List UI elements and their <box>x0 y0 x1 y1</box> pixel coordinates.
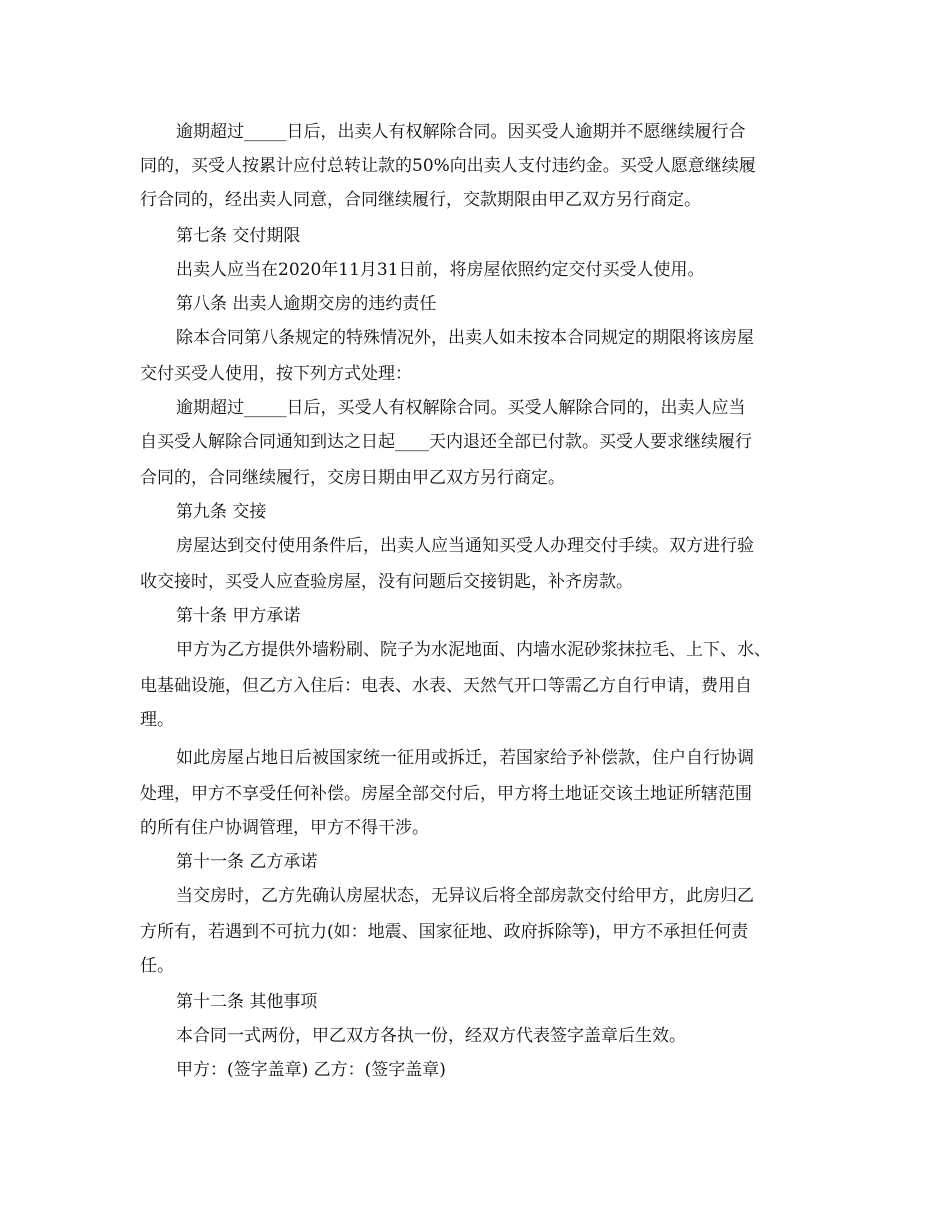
paragraph-line: 甲方为乙方提供外墙粉刷、院子为水泥地面、内墙水泥砂浆抹拉毛、上下、水、 <box>176 640 771 660</box>
paragraph-line: 合同的，合同继续履行，交房日期由甲乙双方另行商定。 <box>140 468 565 488</box>
paragraph-line: 电基础设施，但乙方入住后：电表、水表、天然气开口等需乙方自行申请，费用自 <box>140 676 752 696</box>
article-heading: 第八条 出卖人逾期交房的违约责任 <box>176 294 437 314</box>
paragraph-line: 如此房屋占地日后被国家统一征用或拆迁，若国家给予补偿款，住户自行协调 <box>176 748 754 768</box>
paragraph-line: 的所有住户协调管理，甲方不得干涉。 <box>140 818 429 838</box>
paragraph-line: 出卖人应当在2020年11月31日前，将房屋依照约定交付买受人使用。 <box>176 260 705 280</box>
article-heading: 第七条 交付期限 <box>176 226 301 246</box>
signature-line: 甲方：(签字盖章) 乙方：(签字盖章) <box>176 1060 446 1080</box>
paragraph-line: 行合同的，经出卖人同意，合同继续履行，交款期限由甲乙双方另行商定。 <box>140 190 701 210</box>
paragraph-line: 任。 <box>140 956 174 976</box>
paragraph-line: 方所有，若遇到不可抗力(如：地震、国家征地、政府拆除等)，甲方不承担任何责 <box>140 922 749 942</box>
paragraph-line: 理。 <box>140 710 174 730</box>
paragraph-line: 交付买受人使用，按下列方式处理： <box>140 364 412 384</box>
paragraph-line: 逾期超过_____日后，买受人有权解除合同。买受人解除合同的，出卖人应当 <box>176 398 746 418</box>
paragraph-line: 本合同一式两份，甲乙双方各执一份，经双方代表签字盖章后生效。 <box>176 1026 686 1046</box>
paragraph-line: 除本合同第八条规定的特殊情况外，出卖人如未按本合同规定的期限将该房屋 <box>176 328 754 348</box>
article-heading: 第十二条 其他事项 <box>176 992 318 1012</box>
article-heading: 第十条 甲方承诺 <box>176 606 301 626</box>
article-heading: 第九条 交接 <box>176 502 267 522</box>
paragraph-line: 当交房时，乙方先确认房屋状态，无异议后将全部房款交付给甲方，此房归乙 <box>176 886 754 906</box>
paragraph-line: 处理，甲方不享受任何补偿。房屋全部交付后，甲方将土地证交该土地证所辖范围 <box>140 784 752 804</box>
paragraph-line: 同的，买受人按累计应付总转让款的50%向出卖人支付违约金。买受人愿意继续履 <box>140 156 756 176</box>
paragraph-line: 收交接时，买受人应查验房屋，没有问题后交接钥匙，补齐房款。 <box>140 572 633 592</box>
paragraph-line: 房屋达到交付使用条件后，出卖人应当通知买受人办理交付手续。双方进行验 <box>176 536 754 556</box>
paragraph-line: 自买受人解除合同通知到达之日起____天内退还全部已付款。买受人要求继续履行 <box>140 432 752 452</box>
paragraph-line: 逾期超过_____日后，出卖人有权解除合同。因买受人逾期并不愿继续履行合 <box>176 122 746 142</box>
article-heading: 第十一条 乙方承诺 <box>176 852 318 872</box>
